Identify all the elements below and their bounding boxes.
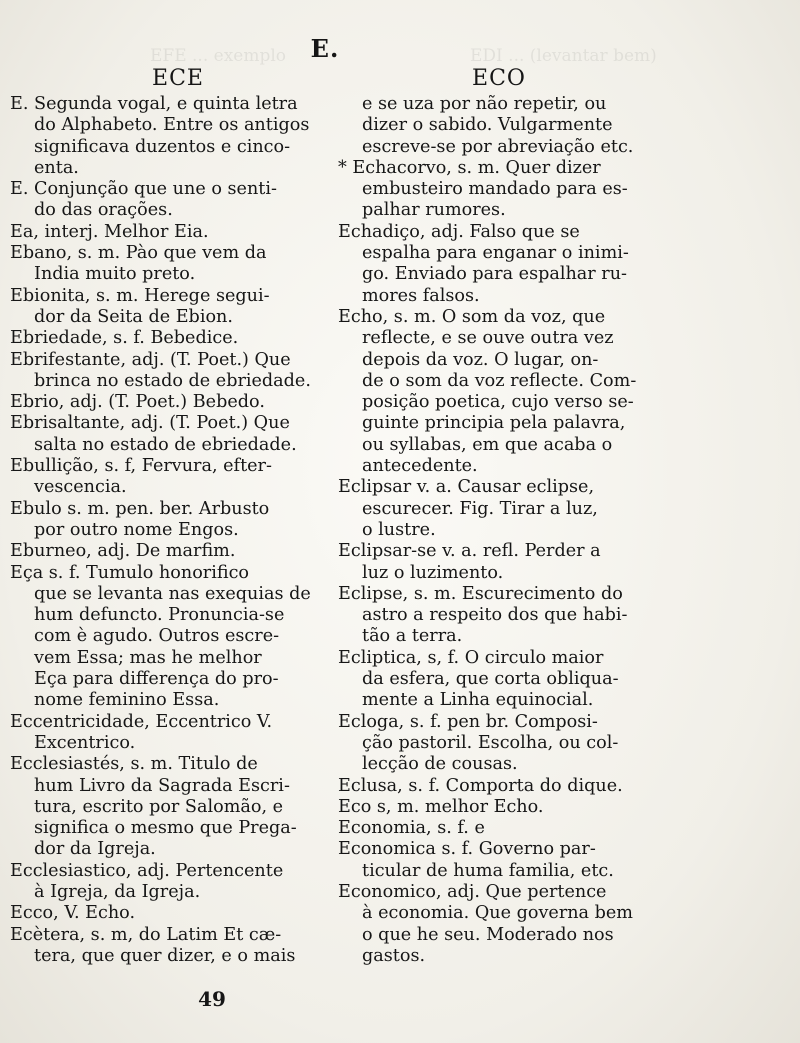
left-entries — [10, 94, 326, 967]
entry-line: que se levanta nas exequias de — [34, 583, 311, 604]
entry-line: Ebano, s. m. Pào que vem da — [10, 243, 267, 264]
entry-line: Ebrio, adj. (T. Poet.) Bebedo. — [10, 392, 265, 413]
entry-line: ção pastoril. Escolha, ou col- — [362, 732, 619, 753]
entry-line: dizer o sabido. Vulgarmente — [362, 115, 613, 136]
entry-line: Eburneo, adj. De marfim. — [10, 541, 236, 562]
entry-line: ticular de huma familia, etc. — [362, 860, 614, 881]
left-running-head: ECE — [152, 66, 204, 91]
entry-line: Ecliptica, s, f. O circulo maior — [338, 647, 604, 668]
entry-line: reflecte, e se ouve outra vez — [362, 328, 614, 349]
show-through-text: EFE ... exemplo — [150, 46, 287, 66]
entry-line: com è agudo. Outros escre- — [34, 626, 280, 647]
entry-line: Ebionita, s. m. Herege segui- — [10, 285, 270, 306]
right-running-head: ECO — [472, 66, 526, 91]
entry-line: enta. — [34, 157, 79, 178]
entry-line: nome feminino Essa. — [34, 690, 220, 711]
right-entries — [338, 94, 660, 967]
entry-line: Eclipse, s. m. Escurecimento do — [338, 583, 623, 604]
entry-line: lecção de cousas. — [362, 754, 518, 775]
entry-line: hum Livro da Sagrada Escri- — [34, 775, 290, 796]
entry-line: ou syllabas, em que acaba o — [362, 434, 613, 455]
entry-line: embusteiro mandado para es- — [362, 179, 628, 200]
entry-line: Excentrico. — [34, 732, 136, 753]
entry-line: Ebulo s. m. pen. ber. Arbusto — [10, 498, 270, 519]
entry-line: Ecloga, s. f. pen br. Composi- — [338, 711, 598, 732]
entry-line: Ecclesiastico, adj. Pertencente — [10, 860, 284, 881]
entry-line: dor da Igreja. — [34, 839, 156, 860]
entry-line: palhar rumores. — [362, 200, 506, 221]
entry-line: significava duzentos e cinco- — [34, 136, 291, 157]
entry-line: escreve-se por abreviação etc. — [362, 136, 634, 157]
entry-line: Ecco, V. Echo. — [10, 903, 136, 924]
entry-line: por outro nome Engos. — [34, 519, 239, 540]
entry-line: à Igreja, da Igreja. — [34, 881, 201, 902]
entry-line: Eclipsar-se v. a. refl. Perder a — [338, 541, 601, 562]
entry-line: brinca no estado de ebriedade. — [34, 370, 311, 391]
entry-line: Eclusa, s. f. Comporta do dique. — [338, 775, 623, 796]
entry-line: Echo, s. m. O som da voz, que — [338, 306, 606, 327]
entry-line: de o som da voz reflecte. Com- — [362, 370, 637, 391]
entry-line: Eccentricidade, Eccentrico V. — [10, 711, 273, 732]
entry-line: Ebrifestante, adj. (T. Poet.) Que — [10, 349, 291, 370]
entry-line: Eça para differença do pro- — [34, 669, 279, 690]
entry-line: vescencia. — [34, 477, 127, 498]
entry-line: antecedente. — [362, 456, 478, 477]
page-number: 49 — [198, 987, 226, 1011]
entry-line: Ebriedade, s. f. Bebedice. — [10, 328, 239, 349]
entry-line: astro a respeito dos que habi- — [362, 605, 628, 626]
entry-line: Eco s, m. melhor Echo. — [338, 796, 544, 817]
entry-line: Eça s. f. Tumulo honorifico — [10, 562, 250, 583]
entry-line: gastos. — [362, 945, 426, 966]
right-column — [338, 64, 660, 967]
entry-line: vem Essa; mas he melhor — [34, 647, 262, 668]
entry-line: o que he seu. Moderado nos — [362, 924, 614, 945]
entry-line: posição poetica, cujo verso se- — [362, 392, 634, 413]
entry-line: do das orações. — [34, 200, 173, 221]
entry-line: significa o mesmo que Prega- — [34, 818, 297, 839]
entry-line: do Alphabeto. Entre os antigos — [34, 115, 310, 136]
entry-line: hum defuncto. Pronuncia-se — [34, 605, 285, 626]
entry-line: tura, escrito por Salomão, e — [34, 796, 284, 817]
entry-line: Economico, adj. Que pertence — [338, 881, 607, 902]
entry-line: Echadiço, adj. Falso que se — [338, 221, 580, 242]
entry-line: Ebrisaltante, adj. (T. Poet.) Que — [10, 413, 290, 434]
entry-line: mente a Linha equinocial. — [362, 690, 594, 711]
entry-line: dor da Seita de Ebion. — [34, 306, 233, 327]
entry-line: Economia, s. f. e — [338, 818, 485, 839]
entry-line: India muito preto. — [34, 264, 196, 285]
entry-line: go. Enviado para espalhar ru- — [362, 264, 627, 285]
entry-line: espalha para enganar o inimi- — [362, 243, 629, 264]
entry-line: tera, que quer dizer, e o mais — [34, 945, 296, 966]
entry-line: Ecètera, s. m, do Latim Et cæ- — [10, 924, 282, 945]
entry-line: mores falsos. — [362, 285, 480, 306]
entry-line: tão a terra. — [362, 626, 463, 647]
show-through-text: EDI ... (levantar bem) — [470, 46, 657, 66]
entry-line: E. Segunda vogal, e quinta letra — [10, 94, 298, 114]
entry-line: E. Conjunção que une o senti- — [10, 179, 277, 200]
entry-line: Economica s. f. Governo par- — [338, 839, 596, 860]
entry-line: Ebullição, s. f, Fervura, efter- — [10, 456, 272, 477]
section-letter: E. — [310, 34, 340, 63]
entry-line: e se uza por não repetir, ou — [362, 94, 607, 114]
entry-line: luz o luzimento. — [362, 562, 504, 583]
entry-line: depois da voz. O lugar, on- — [362, 349, 599, 370]
entry-line: escurecer. Fig. Tirar a luz, — [362, 498, 598, 519]
entry-line: salta no estado de ebriedade. — [34, 434, 297, 455]
entry-line: à economia. Que governa bem — [362, 903, 633, 924]
entry-line: * Echacorvo, s. m. Quer dizer — [338, 157, 601, 178]
entry-line: da esfera, que corta obliqua- — [362, 669, 619, 690]
entry-line: Ecclesiastés, s. m. Titulo de — [10, 754, 258, 775]
left-column — [10, 64, 326, 967]
entry-line: Ea, interj. Melhor Eia. — [10, 221, 209, 242]
entry-line: o lustre. — [362, 519, 436, 540]
entry-line: guinte principia pela palavra, — [362, 413, 626, 434]
entry-line: Eclipsar v. a. Causar eclipse, — [338, 477, 595, 498]
